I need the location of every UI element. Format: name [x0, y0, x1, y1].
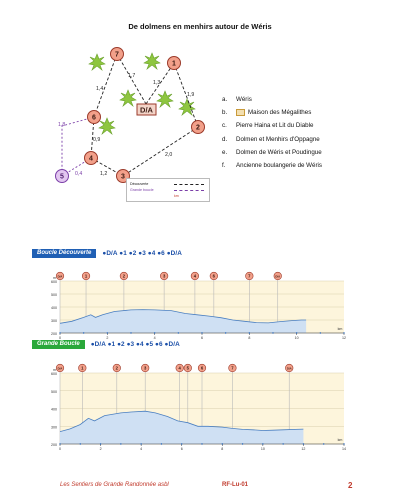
- section-title: Boucle Découverte: [32, 249, 96, 258]
- place-item: [222, 106, 322, 119]
- legend-grande-boucle: Grande boucle: [130, 188, 154, 192]
- route-node-6: [88, 111, 101, 124]
- y-tick-label: 400: [51, 407, 57, 412]
- x-tick-label: 0: [59, 447, 61, 451]
- km-dot: [249, 332, 250, 333]
- km-dot: [343, 443, 344, 444]
- x-tick-label: 10: [294, 336, 299, 340]
- km-dot: [130, 332, 131, 333]
- place-name: Maison des Mégalithes: [248, 109, 312, 117]
- x-axis-label: km: [337, 327, 343, 331]
- km-dot: [83, 332, 84, 333]
- x-tick-label: 6: [201, 336, 203, 340]
- section-title: Grande Boucle: [32, 340, 85, 349]
- elevation-chart-decouverte: [32, 258, 372, 348]
- route-node-1: [168, 57, 181, 70]
- y-axis-label: m: [53, 368, 56, 372]
- x-tick-label: 2: [99, 447, 102, 451]
- place-letter: b.: [222, 109, 228, 117]
- km-dot: [296, 332, 297, 333]
- footer-code: RF-Lu-01: [222, 482, 248, 488]
- node-label: 6: [92, 114, 96, 122]
- x-tick-label: 2: [106, 336, 109, 340]
- node-label: 1: [172, 60, 176, 68]
- site-icon: [120, 90, 136, 106]
- node-label: 5: [60, 173, 64, 181]
- x-tick-label: 8: [221, 447, 224, 451]
- site-icon: [99, 118, 115, 134]
- elevation-chart-grande-boucle: [32, 349, 372, 461]
- page-number: 2: [348, 481, 353, 490]
- km-dot: [242, 443, 243, 444]
- km-dot: [201, 443, 202, 444]
- route-node-4: [85, 152, 98, 165]
- km-dot: [320, 332, 321, 333]
- section-sequence: ●D/A ●1 ●2 ●3 ●4 ●5 ●6 ●D/A: [90, 341, 180, 348]
- page-footer: [0, 478, 400, 498]
- km-dot: [120, 443, 121, 444]
- route-map: [0, 0, 400, 200]
- y-tick-label: 300: [51, 425, 57, 430]
- legend-line-black: [174, 184, 204, 185]
- profile-marker-label: 4: [193, 273, 197, 279]
- place-item: [222, 93, 322, 106]
- km-dot: [161, 443, 162, 444]
- x-tick-label: 0: [59, 336, 61, 340]
- km-dot: [154, 332, 155, 333]
- distance-label: 1,4: [96, 86, 104, 92]
- place-letter: e.: [222, 148, 228, 156]
- place-name: Dolmen de Wéris et Poudingue: [236, 148, 322, 156]
- km-dot: [323, 443, 324, 444]
- museum-icon: [236, 109, 245, 116]
- node-label: 4: [89, 155, 93, 163]
- start-label: D/A: [140, 105, 153, 115]
- km-dot: [80, 443, 81, 444]
- profile-marker-label: D/A: [57, 366, 63, 371]
- profile-marker-label: 3: [144, 365, 147, 371]
- place-name: Ancienne boulangerie de Wéris: [236, 162, 322, 170]
- km-dot: [178, 332, 179, 333]
- x-tick-label: 10: [260, 447, 265, 451]
- km-dot: [343, 332, 344, 333]
- place-item: [222, 119, 322, 132]
- profile-marker-label: 5: [186, 365, 189, 371]
- place-letter: a.: [222, 96, 228, 103]
- place-name: Dolmen et Menhirs d'Oppagne: [236, 135, 320, 143]
- km-dot: [272, 332, 273, 333]
- km-dot: [225, 332, 226, 333]
- distance-label: 1,9: [187, 92, 195, 98]
- x-axis-label: km: [337, 438, 343, 442]
- place-letter: f.: [222, 162, 226, 170]
- profile-marker-label: 3: [162, 273, 166, 279]
- x-tick-label: 6: [180, 447, 183, 451]
- x-tick-label: 12: [342, 336, 346, 340]
- route-node-5: [56, 170, 69, 183]
- profile-marker-label: 6: [212, 273, 216, 279]
- profile-marker-label: 7: [248, 273, 251, 279]
- profile-marker-label: 1: [81, 365, 84, 371]
- place-name: Wéris: [236, 96, 252, 103]
- distance-label: 0,4: [75, 171, 83, 177]
- km-dot: [282, 443, 283, 444]
- km-dot: [59, 443, 60, 444]
- x-tick-label: 8: [248, 336, 251, 340]
- distance-label: 1,2: [100, 171, 108, 177]
- section-boucle-decouverte: [32, 249, 372, 353]
- place-letter: d.: [222, 135, 228, 143]
- profile-marker-label: 4: [178, 365, 181, 371]
- profile-marker-label: 2: [115, 365, 118, 371]
- site-icon: [89, 54, 105, 70]
- node-label: 2: [196, 124, 200, 132]
- places-list: [222, 93, 322, 172]
- x-tick-label: 14: [342, 447, 346, 451]
- place-item: [222, 159, 322, 172]
- x-tick-label: 4: [140, 447, 143, 451]
- y-tick-label: 500: [51, 293, 57, 297]
- distance-label: 0,9: [93, 137, 101, 143]
- x-tick-label: 4: [153, 336, 156, 340]
- place-name: Pierre Haina et Lit du Diable: [236, 122, 314, 130]
- section-sequence: ●D/A ●1 ●2 ●3 ●4 ●6 ●D/A: [102, 250, 182, 257]
- site-icon: [144, 53, 160, 69]
- distance-label: 1,3: [153, 80, 161, 86]
- map-legend: [126, 178, 210, 202]
- site-icon: [157, 91, 173, 107]
- route-node-7: [111, 48, 124, 61]
- km-dot: [303, 443, 304, 444]
- y-tick-label: 500: [51, 389, 57, 394]
- y-tick-label: 600: [51, 280, 57, 284]
- page-title: De dolmens en menhirs autour de Wéris: [128, 22, 272, 31]
- y-tick-label: 300: [51, 319, 57, 323]
- route-node-2: [192, 121, 205, 134]
- y-axis-label: m: [53, 276, 56, 280]
- start-point-box: [137, 104, 156, 115]
- km-dot: [201, 332, 202, 333]
- y-tick-label: 400: [51, 306, 57, 310]
- profile-marker-label: D/A: [57, 274, 63, 279]
- section-grande-boucle: [32, 340, 372, 466]
- y-tick-label: 200: [51, 443, 57, 447]
- profile-marker-label: 6: [200, 365, 204, 371]
- x-tick-label: 12: [301, 447, 306, 451]
- legend-decouverte: Découverte: [130, 182, 149, 186]
- profile-marker-label: D/A: [275, 274, 281, 279]
- place-item: [222, 133, 322, 146]
- node-label: 7: [115, 51, 119, 59]
- y-tick-label: 600: [51, 372, 57, 376]
- legend-km: km: [174, 194, 179, 198]
- km-dot: [107, 332, 108, 333]
- y-tick-label: 200: [51, 332, 57, 336]
- km-dot: [262, 443, 263, 444]
- distance-label: 1,8: [58, 122, 66, 128]
- footer-org: Les Sentiers de Grande Randonnée asbl: [60, 482, 169, 488]
- place-letter: c.: [222, 122, 227, 130]
- profile-marker-label: 2: [122, 273, 126, 279]
- profile-marker-label: 7: [231, 365, 234, 371]
- distance-label: 1,7: [128, 73, 136, 79]
- km-dot: [59, 332, 60, 333]
- profile-marker-label: D/A: [286, 366, 292, 371]
- km-dot: [140, 443, 141, 444]
- km-dot: [222, 443, 223, 444]
- legend-line-purple: [174, 190, 204, 191]
- node-label: 3: [121, 173, 125, 181]
- km-dot: [181, 443, 182, 444]
- km-dot: [100, 443, 101, 444]
- place-item: [222, 146, 322, 159]
- section-header: [32, 340, 372, 349]
- profile-marker-label: 1: [84, 273, 88, 279]
- section-header: [32, 249, 372, 258]
- distance-label: 2,0: [165, 152, 173, 158]
